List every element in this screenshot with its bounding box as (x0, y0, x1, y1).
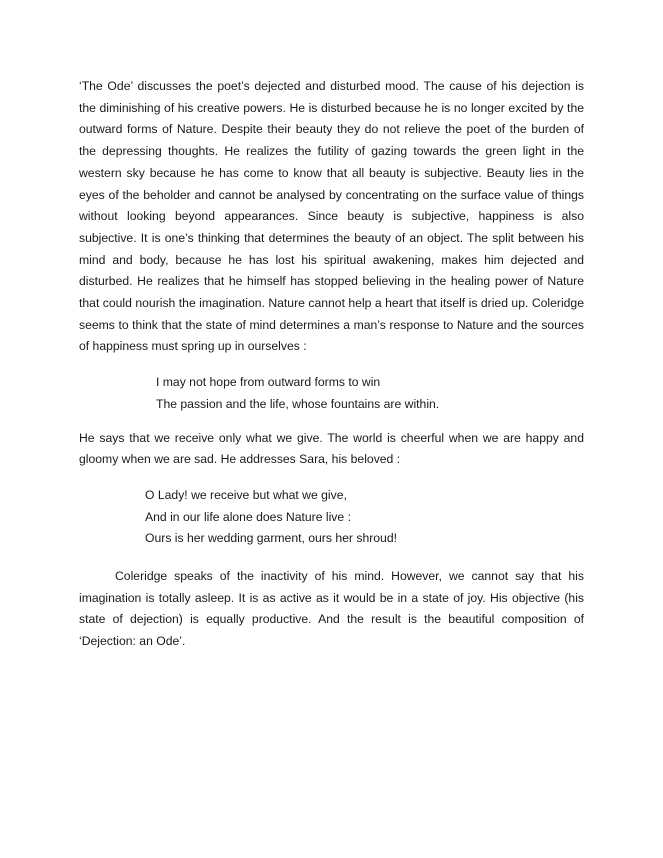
verse-line: The passion and the life, whose fountains are within. (156, 396, 440, 411)
paragraph-conclusion: Coleridge speaks of the inactivity of his mind. However, we cannot say that his imagination is totally asleep. It is as active as it would be in a state of joy. His objective (his state of dejection) is equally productive. And the result is the beautiful composition of ‘Dejection: an Ode’. (79, 569, 584, 649)
verse-line: Ours is her wedding garment, ours her shroud! (145, 531, 397, 546)
spacer (79, 358, 584, 372)
verse-quote-2 (79, 485, 584, 550)
spacer (79, 550, 584, 566)
paragraph-intro: ‘The Ode’ discusses the poet’s dejected and disturbed mood. The cause of his dejection is the diminishing of his creative powers. He is disturbed because he is no longer excited by the outward forms of Nature. Despite their beauty they do not relieve the poet of the burden of the depressing thoughts. He realizes the futility of gazing towards the green light in the western sky because he has come to know that all beauty is subjective. Beauty lies in the eyes of the beholder and cannot be analysed by concentrating on the surface value of things without looking beyond appearances. Since beauty is subjective, happiness is also subjective. It is one’s thinking that determines the beauty of an object. The split between his mind and body, because he has lost his spiritual awakening, makes him dejected and disturbed. He realizes that he himself has stopped believing in the healing power of Nature that could nourish the imagination. Nature cannot help a heart that itself is dried up. Coleridge seems to think that the state of mind determines a man’s response to Nature and the sources of happiness must spring up in ourselves : (79, 79, 584, 354)
verse-line: O Lady! we receive but what we give, (145, 487, 347, 502)
verse-line: And in our life alone does Nature live : (145, 509, 351, 524)
document-page (79, 76, 584, 653)
spacer (79, 471, 584, 485)
verse-line: I may not hope from outward forms to win (156, 375, 381, 390)
paragraph-sara: He says that we receive only what we give. The world is cheerful when we are happy and gloomy when we are sad. He addresses Sara, his beloved : (79, 430, 584, 467)
spacer (79, 416, 584, 428)
verse-quote-1 (79, 372, 584, 415)
